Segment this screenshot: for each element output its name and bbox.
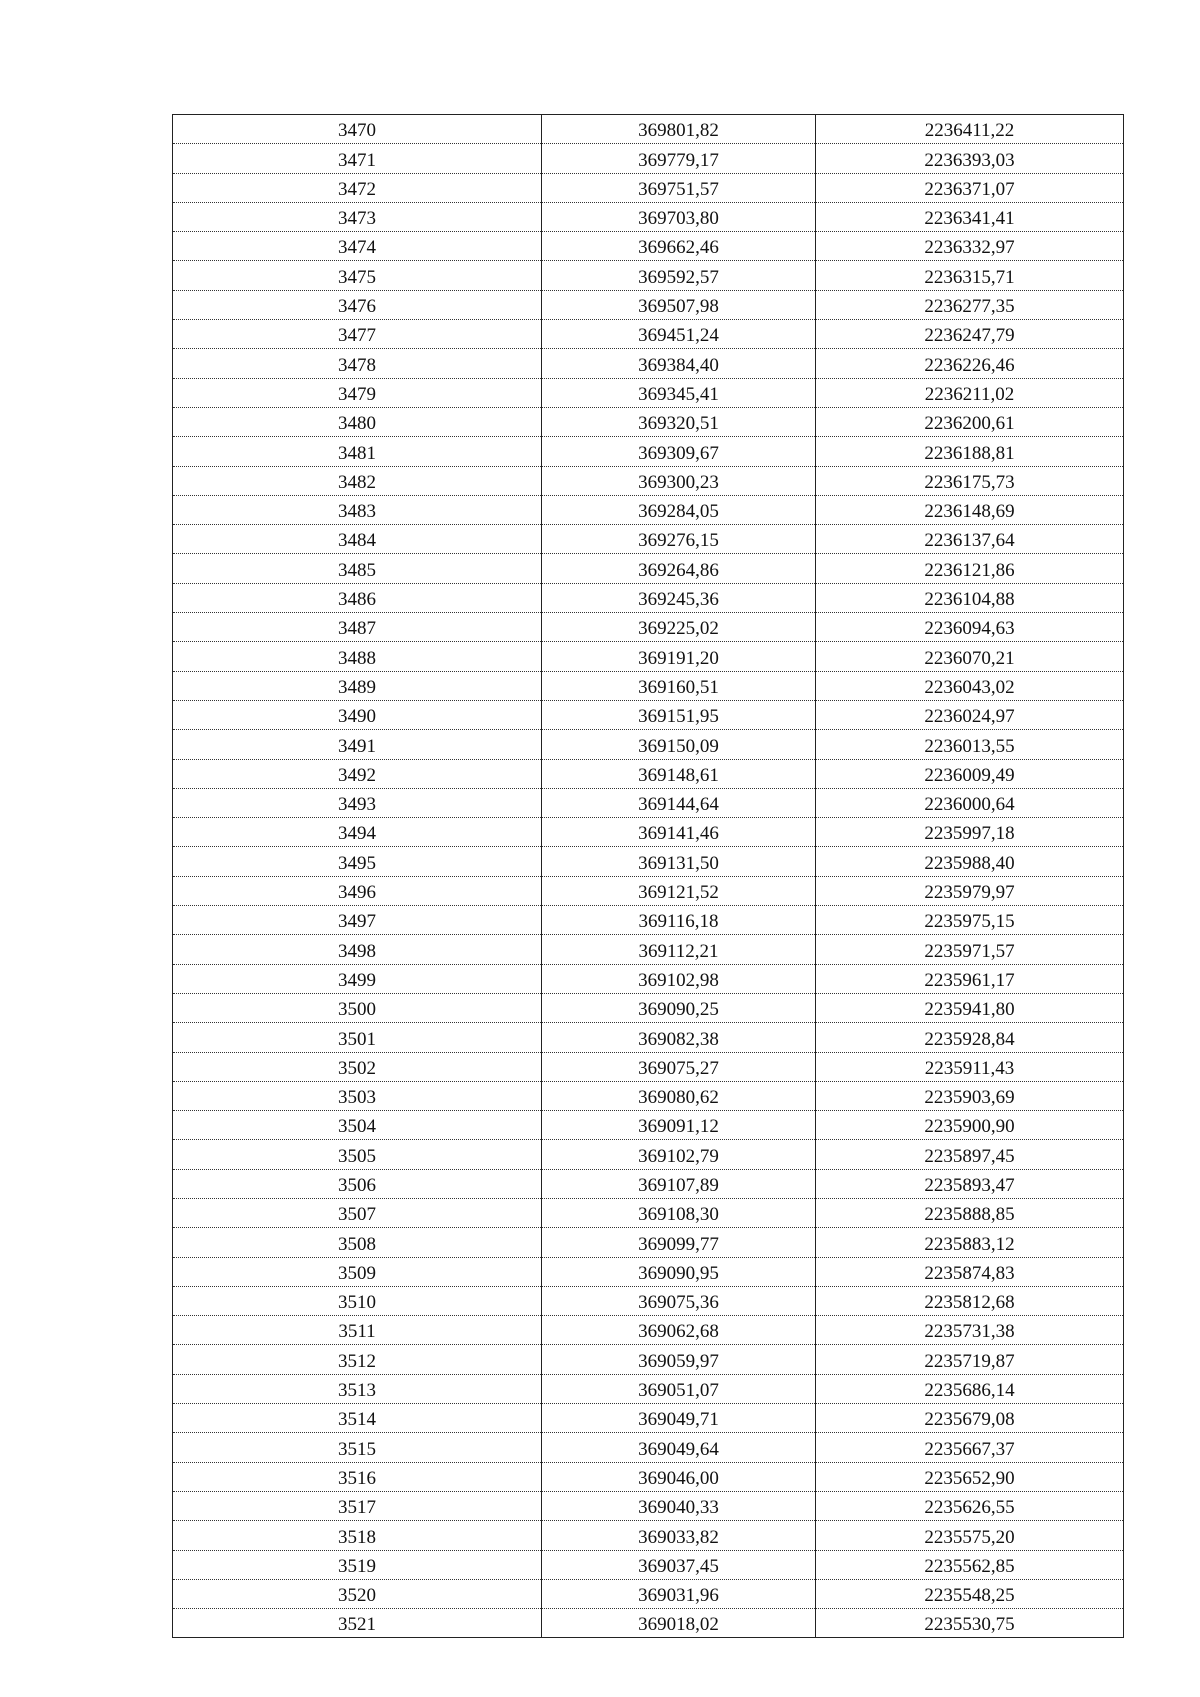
table-row <box>173 232 1124 261</box>
x-coordinate-cell: 369018,02 <box>542 1609 816 1638</box>
table-row <box>173 730 1124 759</box>
y-coordinate-cell: 2235928,84 <box>816 1023 1124 1052</box>
point-number-cell: 3512 <box>173 1345 542 1374</box>
table-row <box>173 1198 1124 1227</box>
point-number-cell: 3479 <box>173 378 542 407</box>
x-coordinate-cell: 369116,18 <box>542 906 816 935</box>
coordinates-table <box>172 114 1124 1638</box>
point-number-cell: 3477 <box>173 320 542 349</box>
point-number-cell: 3484 <box>173 525 542 554</box>
table-row <box>173 847 1124 876</box>
y-coordinate-cell: 2235575,20 <box>816 1521 1124 1550</box>
y-coordinate-cell: 2235686,14 <box>816 1374 1124 1403</box>
coordinates-table-body <box>173 115 1124 1638</box>
table-row <box>173 1521 1124 1550</box>
y-coordinate-cell: 2236200,61 <box>816 407 1124 436</box>
y-coordinate-cell: 2235988,40 <box>816 847 1124 876</box>
table-row <box>173 554 1124 583</box>
y-coordinate-cell: 2236411,22 <box>816 115 1124 144</box>
table-row <box>173 613 1124 642</box>
y-coordinate-cell: 2235626,55 <box>816 1491 1124 1520</box>
table-row <box>173 964 1124 993</box>
table-row <box>173 642 1124 671</box>
point-number-cell: 3492 <box>173 759 542 788</box>
x-coordinate-cell: 369309,67 <box>542 437 816 466</box>
point-number-cell: 3497 <box>173 906 542 935</box>
x-coordinate-cell: 369151,95 <box>542 700 816 729</box>
point-number-cell: 3513 <box>173 1374 542 1403</box>
x-coordinate-cell: 369040,33 <box>542 1491 816 1520</box>
point-number-cell: 3491 <box>173 730 542 759</box>
point-number-cell: 3474 <box>173 232 542 261</box>
x-coordinate-cell: 369108,30 <box>542 1198 816 1227</box>
table-row <box>173 495 1124 524</box>
point-number-cell: 3505 <box>173 1140 542 1169</box>
table-row <box>173 261 1124 290</box>
point-number-cell: 3520 <box>173 1579 542 1608</box>
point-number-cell: 3515 <box>173 1433 542 1462</box>
x-coordinate-cell: 369191,20 <box>542 642 816 671</box>
table-row <box>173 906 1124 935</box>
table-row <box>173 993 1124 1022</box>
table-row <box>173 202 1124 231</box>
y-coordinate-cell: 2235667,37 <box>816 1433 1124 1462</box>
point-number-cell: 3500 <box>173 993 542 1022</box>
table-row <box>173 671 1124 700</box>
y-coordinate-cell: 2236188,81 <box>816 437 1124 466</box>
y-coordinate-cell: 2236043,02 <box>816 671 1124 700</box>
table-row <box>173 1111 1124 1140</box>
table-row <box>173 1491 1124 1520</box>
table-row <box>173 437 1124 466</box>
table-row <box>173 173 1124 202</box>
x-coordinate-cell: 369225,02 <box>542 613 816 642</box>
table-row <box>173 1023 1124 1052</box>
table-row <box>173 115 1124 144</box>
point-number-cell: 3478 <box>173 349 542 378</box>
y-coordinate-cell: 2236024,97 <box>816 700 1124 729</box>
y-coordinate-cell: 2236277,35 <box>816 290 1124 319</box>
table-row <box>173 1169 1124 1198</box>
y-coordinate-cell: 2236315,71 <box>816 261 1124 290</box>
point-number-cell: 3476 <box>173 290 542 319</box>
x-coordinate-cell: 369080,62 <box>542 1081 816 1110</box>
y-coordinate-cell: 2235975,15 <box>816 906 1124 935</box>
y-coordinate-cell: 2236104,88 <box>816 583 1124 612</box>
point-number-cell: 3482 <box>173 466 542 495</box>
x-coordinate-cell: 369112,21 <box>542 935 816 964</box>
y-coordinate-cell: 2235893,47 <box>816 1169 1124 1198</box>
x-coordinate-cell: 369160,51 <box>542 671 816 700</box>
x-coordinate-cell: 369033,82 <box>542 1521 816 1550</box>
point-number-cell: 3488 <box>173 642 542 671</box>
point-number-cell: 3510 <box>173 1286 542 1315</box>
y-coordinate-cell: 2235979,97 <box>816 876 1124 905</box>
point-number-cell: 3472 <box>173 173 542 202</box>
point-number-cell: 3481 <box>173 437 542 466</box>
x-coordinate-cell: 369264,86 <box>542 554 816 583</box>
table-row <box>173 378 1124 407</box>
point-number-cell: 3502 <box>173 1052 542 1081</box>
point-number-cell: 3487 <box>173 613 542 642</box>
y-coordinate-cell: 2235812,68 <box>816 1286 1124 1315</box>
table-row <box>173 349 1124 378</box>
point-number-cell: 3493 <box>173 788 542 817</box>
x-coordinate-cell: 369662,46 <box>542 232 816 261</box>
x-coordinate-cell: 369046,00 <box>542 1462 816 1491</box>
table-row <box>173 818 1124 847</box>
point-number-cell: 3508 <box>173 1228 542 1257</box>
x-coordinate-cell: 369102,79 <box>542 1140 816 1169</box>
x-coordinate-cell: 369062,68 <box>542 1316 816 1345</box>
y-coordinate-cell: 2235997,18 <box>816 818 1124 847</box>
table-row <box>173 759 1124 788</box>
x-coordinate-cell: 369031,96 <box>542 1579 816 1608</box>
x-coordinate-cell: 369245,36 <box>542 583 816 612</box>
y-coordinate-cell: 2235897,45 <box>816 1140 1124 1169</box>
x-coordinate-cell: 369751,57 <box>542 173 816 202</box>
table-row <box>173 1609 1124 1638</box>
point-number-cell: 3485 <box>173 554 542 583</box>
point-number-cell: 3518 <box>173 1521 542 1550</box>
point-number-cell: 3517 <box>173 1491 542 1520</box>
y-coordinate-cell: 2235888,85 <box>816 1198 1124 1227</box>
table-row <box>173 583 1124 612</box>
y-coordinate-cell: 2235548,25 <box>816 1579 1124 1608</box>
x-coordinate-cell: 369779,17 <box>542 144 816 173</box>
table-row <box>173 320 1124 349</box>
x-coordinate-cell: 369059,97 <box>542 1345 816 1374</box>
point-number-cell: 3489 <box>173 671 542 700</box>
table-row <box>173 1433 1124 1462</box>
table-row <box>173 1462 1124 1491</box>
table-row <box>173 935 1124 964</box>
point-number-cell: 3501 <box>173 1023 542 1052</box>
table-row <box>173 1550 1124 1579</box>
table-row <box>173 144 1124 173</box>
x-coordinate-cell: 369320,51 <box>542 407 816 436</box>
table-row <box>173 876 1124 905</box>
table-row <box>173 1404 1124 1433</box>
x-coordinate-cell: 369384,40 <box>542 349 816 378</box>
y-coordinate-cell: 2235530,75 <box>816 1609 1124 1638</box>
x-coordinate-cell: 369592,57 <box>542 261 816 290</box>
point-number-cell: 3496 <box>173 876 542 905</box>
point-number-cell: 3490 <box>173 700 542 729</box>
point-number-cell: 3519 <box>173 1550 542 1579</box>
y-coordinate-cell: 2235903,69 <box>816 1081 1124 1110</box>
y-coordinate-cell: 2235719,87 <box>816 1345 1124 1374</box>
table-row <box>173 1374 1124 1403</box>
y-coordinate-cell: 2235679,08 <box>816 1404 1124 1433</box>
x-coordinate-cell: 369090,95 <box>542 1257 816 1286</box>
x-coordinate-cell: 369345,41 <box>542 378 816 407</box>
x-coordinate-cell: 369144,64 <box>542 788 816 817</box>
y-coordinate-cell: 2236332,97 <box>816 232 1124 261</box>
point-number-cell: 3504 <box>173 1111 542 1140</box>
x-coordinate-cell: 369090,25 <box>542 993 816 1022</box>
point-number-cell: 3473 <box>173 202 542 231</box>
x-coordinate-cell: 369102,98 <box>542 964 816 993</box>
point-number-cell: 3514 <box>173 1404 542 1433</box>
table-row <box>173 525 1124 554</box>
x-coordinate-cell: 369300,23 <box>542 466 816 495</box>
x-coordinate-cell: 369037,45 <box>542 1550 816 1579</box>
point-number-cell: 3495 <box>173 847 542 876</box>
point-number-cell: 3486 <box>173 583 542 612</box>
table-row <box>173 1257 1124 1286</box>
x-coordinate-cell: 369148,61 <box>542 759 816 788</box>
y-coordinate-cell: 2235562,85 <box>816 1550 1124 1579</box>
y-coordinate-cell: 2236094,63 <box>816 613 1124 642</box>
x-coordinate-cell: 369082,38 <box>542 1023 816 1052</box>
table-row <box>173 466 1124 495</box>
x-coordinate-cell: 369075,27 <box>542 1052 816 1081</box>
y-coordinate-cell: 2235652,90 <box>816 1462 1124 1491</box>
y-coordinate-cell: 2236211,02 <box>816 378 1124 407</box>
point-number-cell: 3471 <box>173 144 542 173</box>
y-coordinate-cell: 2236371,07 <box>816 173 1124 202</box>
x-coordinate-cell: 369099,77 <box>542 1228 816 1257</box>
x-coordinate-cell: 369801,82 <box>542 115 816 144</box>
y-coordinate-cell: 2235911,43 <box>816 1052 1124 1081</box>
y-coordinate-cell: 2235874,83 <box>816 1257 1124 1286</box>
table-row <box>173 407 1124 436</box>
y-coordinate-cell: 2236341,41 <box>816 202 1124 231</box>
x-coordinate-cell: 369051,07 <box>542 1374 816 1403</box>
y-coordinate-cell: 2236009,49 <box>816 759 1124 788</box>
x-coordinate-cell: 369091,12 <box>542 1111 816 1140</box>
y-coordinate-cell: 2236393,03 <box>816 144 1124 173</box>
table-row <box>173 1316 1124 1345</box>
y-coordinate-cell: 2236148,69 <box>816 495 1124 524</box>
point-number-cell: 3511 <box>173 1316 542 1345</box>
y-coordinate-cell: 2236175,73 <box>816 466 1124 495</box>
x-coordinate-cell: 369141,46 <box>542 818 816 847</box>
point-number-cell: 3480 <box>173 407 542 436</box>
y-coordinate-cell: 2235900,90 <box>816 1111 1124 1140</box>
point-number-cell: 3483 <box>173 495 542 524</box>
point-number-cell: 3506 <box>173 1169 542 1198</box>
x-coordinate-cell: 369049,71 <box>542 1404 816 1433</box>
y-coordinate-cell: 2236226,46 <box>816 349 1124 378</box>
point-number-cell: 3507 <box>173 1198 542 1227</box>
point-number-cell: 3470 <box>173 115 542 144</box>
x-coordinate-cell: 369703,80 <box>542 202 816 231</box>
table-row <box>173 290 1124 319</box>
point-number-cell: 3499 <box>173 964 542 993</box>
y-coordinate-cell: 2235971,57 <box>816 935 1124 964</box>
point-number-cell: 3503 <box>173 1081 542 1110</box>
y-coordinate-cell: 2235961,17 <box>816 964 1124 993</box>
y-coordinate-cell: 2235941,80 <box>816 993 1124 1022</box>
table-row <box>173 1228 1124 1257</box>
x-coordinate-cell: 369451,24 <box>542 320 816 349</box>
point-number-cell: 3516 <box>173 1462 542 1491</box>
x-coordinate-cell: 369131,50 <box>542 847 816 876</box>
y-coordinate-cell: 2236013,55 <box>816 730 1124 759</box>
point-number-cell: 3509 <box>173 1257 542 1286</box>
x-coordinate-cell: 369150,09 <box>542 730 816 759</box>
y-coordinate-cell: 2236137,64 <box>816 525 1124 554</box>
y-coordinate-cell: 2236000,64 <box>816 788 1124 817</box>
x-coordinate-cell: 369507,98 <box>542 290 816 319</box>
x-coordinate-cell: 369049,64 <box>542 1433 816 1462</box>
table-row <box>173 1579 1124 1608</box>
table-row <box>173 700 1124 729</box>
y-coordinate-cell: 2236247,79 <box>816 320 1124 349</box>
y-coordinate-cell: 2235731,38 <box>816 1316 1124 1345</box>
table-row <box>173 1140 1124 1169</box>
x-coordinate-cell: 369276,15 <box>542 525 816 554</box>
x-coordinate-cell: 369121,52 <box>542 876 816 905</box>
x-coordinate-cell: 369107,89 <box>542 1169 816 1198</box>
table-row <box>173 788 1124 817</box>
table-row <box>173 1052 1124 1081</box>
table-row <box>173 1345 1124 1374</box>
point-number-cell: 3521 <box>173 1609 542 1638</box>
table-row <box>173 1081 1124 1110</box>
point-number-cell: 3475 <box>173 261 542 290</box>
y-coordinate-cell: 2235883,12 <box>816 1228 1124 1257</box>
table-row <box>173 1286 1124 1315</box>
point-number-cell: 3498 <box>173 935 542 964</box>
x-coordinate-cell: 369075,36 <box>542 1286 816 1315</box>
x-coordinate-cell: 369284,05 <box>542 495 816 524</box>
y-coordinate-cell: 2236121,86 <box>816 554 1124 583</box>
point-number-cell: 3494 <box>173 818 542 847</box>
y-coordinate-cell: 2236070,21 <box>816 642 1124 671</box>
